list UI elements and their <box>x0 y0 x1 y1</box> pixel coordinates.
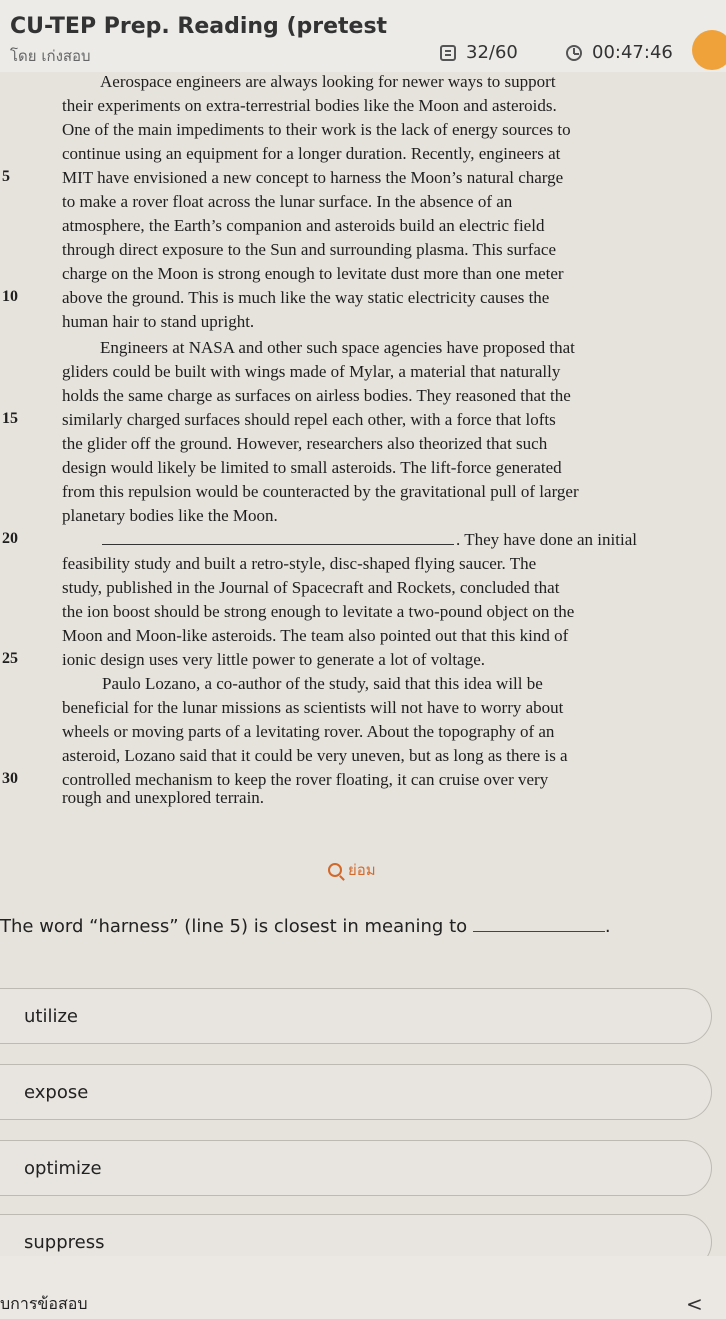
passage-line <box>0 530 726 554</box>
answer-option-label: suppress <box>24 1231 105 1253</box>
author-label: โดย เก่งสอบ <box>10 47 91 65</box>
line-text: the ion boost should be strong enough to levitate a two-pound object on the <box>62 602 575 621</box>
footer-bar <box>0 1256 726 1319</box>
passage-line <box>0 602 726 626</box>
timer-text: 00:47:46 <box>592 42 673 63</box>
line-text: charge on the Moon is strong enough to levitate dust more than one meter <box>62 264 564 283</box>
line-text: Moon and Moon-like asteroids. The team also pointed out that this kind of <box>62 626 569 645</box>
timer <box>566 42 673 63</box>
passage-line <box>0 338 726 362</box>
line-text: feasibility study and built a retro-style, disc-shaped flying saucer. The <box>62 554 537 573</box>
passage-line <box>0 674 726 698</box>
line-text: continue using an equipment for a longer duration. Recently, engineers at <box>62 144 561 163</box>
line-text: Aerospace engineers are always looking for newer ways to support <box>100 72 556 91</box>
line-text: asteroid, Lozano said that it could be very uneven, but as long as there is a <box>62 746 568 765</box>
passage-line <box>0 458 726 482</box>
passage-line <box>0 72 726 96</box>
passage-line <box>0 554 726 578</box>
passage-line <box>0 626 726 650</box>
passage-line <box>0 264 726 288</box>
line-number: 25 <box>2 650 18 667</box>
passage-line <box>0 578 726 602</box>
line-text <box>102 530 637 550</box>
passage-line <box>0 240 726 264</box>
line-text: above the ground. This is much like the way static electricity causes the <box>62 288 550 307</box>
passage-line <box>0 120 726 144</box>
line-text: wheels or moving parts of a levitating rover. About the topography of an <box>62 722 555 741</box>
line-text: through direct exposure to the Sun and surrounding plasma. This surface <box>62 240 556 259</box>
line-text: gliders could be built with wings made of Mylar, a material that naturally <box>62 362 561 381</box>
search-icon <box>328 863 342 877</box>
line-text: from this repulsion would be counteracted by the gravitational pull of larger <box>62 482 579 501</box>
line-text: design would likely be limited to small asteroids. The lift-force generated <box>62 458 562 477</box>
line-text: One of the main impediments to their work is the lack of energy sources to <box>62 120 571 139</box>
footer-label: บการข้อสอบ <box>0 1294 88 1313</box>
line-text: Engineers at NASA and other such space agencies have proposed that <box>100 338 575 357</box>
passage-line <box>0 362 726 386</box>
line-text: their experiments on extra-terrestrial bodies like the Moon and asteroids. <box>62 96 557 115</box>
passage-line <box>0 722 726 746</box>
line-text: similarly charged surfaces should repel each other, with a force that lofts <box>62 410 556 429</box>
line-number: 15 <box>2 410 18 427</box>
header-bar <box>0 0 726 72</box>
line-text: beneficial for the lunar missions as scientists will not have to worry about <box>62 698 564 717</box>
line-text: to make a rover float across the lunar surface. In the absence of an <box>62 192 513 211</box>
menu-button[interactable] <box>692 30 726 70</box>
zoom-out-label: ย่อม <box>348 861 376 879</box>
passage-line <box>0 96 726 120</box>
answer-option-label: utilize <box>24 1005 78 1027</box>
answer-option-label: optimize <box>24 1157 102 1179</box>
passage-blank <box>102 531 454 545</box>
passage-line <box>0 144 726 168</box>
question-counter[interactable] <box>440 42 518 63</box>
passage-line <box>0 698 726 722</box>
passage-line <box>0 746 726 770</box>
passage-line <box>0 788 726 812</box>
question-stem: The word “harness” (line 5) is closest in meaning to <box>0 916 468 937</box>
line-text: MIT have envisioned a new concept to harness the Moon’s natural charge <box>62 168 564 187</box>
page-title: CU-TEP Prep. Reading (pretest <box>10 14 388 39</box>
line-text: study, published in the Journal of Spacecraft and Rockets, concluded that <box>62 578 560 597</box>
answer-option-optimize[interactable] <box>0 1140 712 1196</box>
passage-line <box>0 434 726 458</box>
zoom-out-link[interactable] <box>328 858 376 882</box>
passage-line <box>0 410 726 434</box>
passage-line <box>0 482 726 506</box>
line-text: controlled mechanism to keep the rover floating, it can cruise over very <box>62 770 549 789</box>
line-number: 5 <box>2 168 10 185</box>
reading-passage <box>0 72 726 812</box>
answer-option-utilize[interactable] <box>0 988 712 1044</box>
line-number: 10 <box>2 288 18 305</box>
list-icon <box>440 45 456 61</box>
line-text: the glider off the ground. However, researchers also theorized that such <box>62 434 548 453</box>
line-text: rough and unexplored terrain. <box>62 788 265 807</box>
line-text: atmosphere, the Earth’s companion and asteroids build an electric field <box>62 216 545 235</box>
line-text: ionic design uses very little power to generate a lot of voltage. <box>62 650 485 669</box>
answer-option-expose[interactable] <box>0 1064 712 1120</box>
passage-line <box>0 168 726 192</box>
passage-line <box>0 650 726 674</box>
question-text <box>0 916 726 937</box>
question-end: . <box>604 916 611 937</box>
passage-line <box>0 506 726 530</box>
line-text: holds the same charge as surfaces on airless bodies. They reasoned that the <box>62 386 571 405</box>
passage-line <box>0 192 726 216</box>
passage-line <box>0 386 726 410</box>
passage-line <box>0 288 726 312</box>
question-blank <box>473 920 605 932</box>
line-text-after-blank: . They have done an initial <box>456 530 637 549</box>
passage-line <box>0 216 726 240</box>
line-number: 20 <box>2 530 18 547</box>
question-counter-text: 32/60 <box>466 42 518 63</box>
clock-icon <box>566 45 582 61</box>
line-text: planetary bodies like the Moon. <box>62 506 278 525</box>
answer-option-label: expose <box>24 1081 89 1103</box>
back-arrow-icon[interactable]: < <box>686 1292 703 1316</box>
line-text: Paulo Lozano, a co-author of the study, said that this idea will be <box>102 674 543 693</box>
line-number: 30 <box>2 770 18 787</box>
passage-line <box>0 312 726 336</box>
line-text: human hair to stand upright. <box>62 312 255 331</box>
